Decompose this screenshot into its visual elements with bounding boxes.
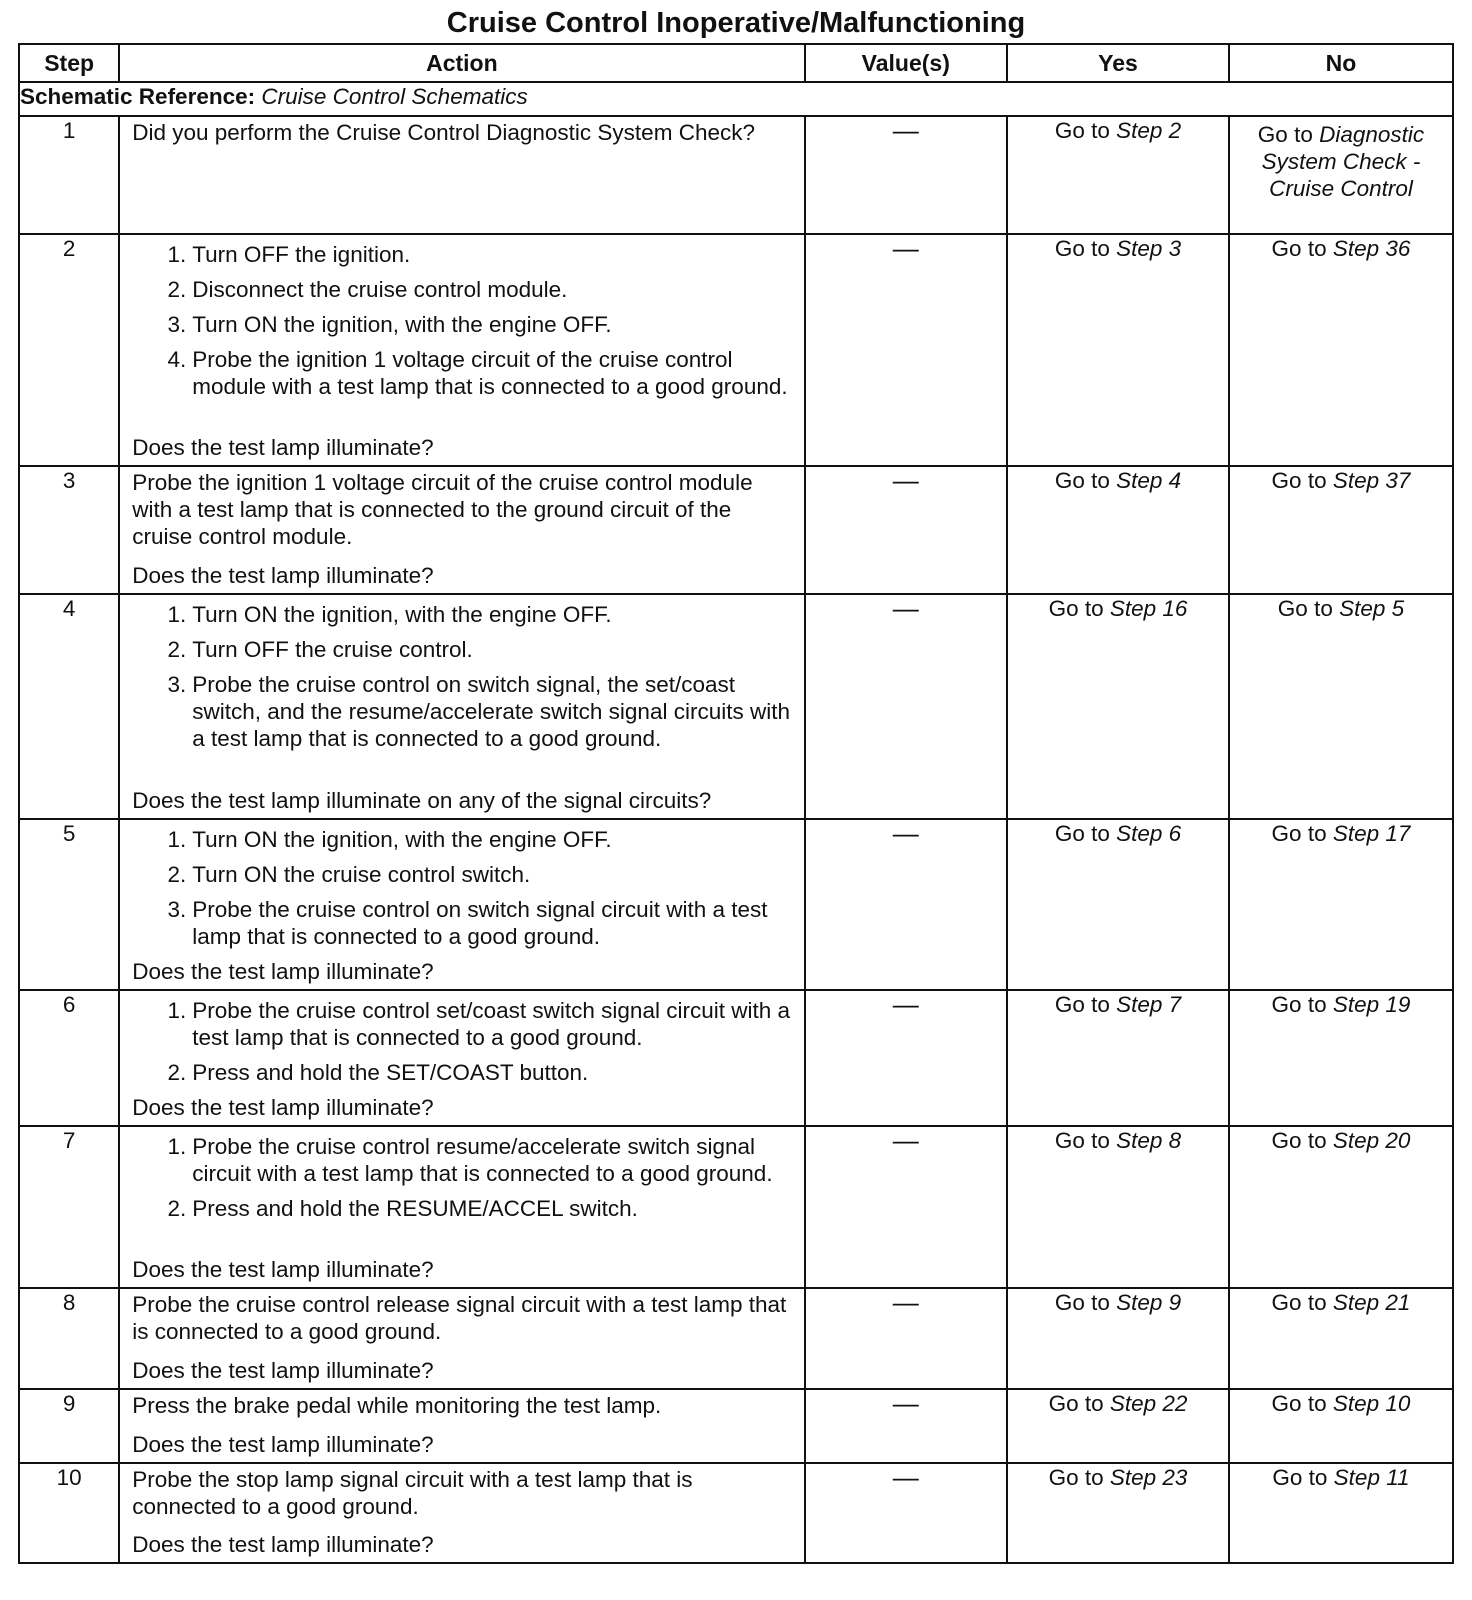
no-prefix: Go to bbox=[1277, 596, 1333, 621]
value-cell: — bbox=[805, 594, 1008, 819]
action-text: Did you perform the Cruise Control Diagnostic System Check? bbox=[132, 120, 755, 145]
table-row bbox=[19, 1389, 1453, 1463]
no-link[interactable]: Step 36 bbox=[1332, 236, 1411, 261]
schematic-reference-label: Schematic Reference: bbox=[20, 84, 256, 109]
action-list bbox=[120, 601, 803, 752]
yes-link[interactable]: Step 9 bbox=[1116, 1290, 1182, 1315]
yes-prefix: Go to bbox=[1054, 118, 1110, 143]
list-item-text: Turn OFF the ignition. bbox=[192, 242, 411, 267]
no-cell bbox=[1229, 594, 1453, 819]
yes-cell bbox=[1007, 819, 1229, 990]
no-prefix: Go to bbox=[1271, 1290, 1327, 1315]
no-link[interactable]: Step 17 bbox=[1332, 821, 1411, 846]
action-cell bbox=[119, 1288, 804, 1389]
no-cell bbox=[1229, 990, 1453, 1126]
step-number: 8 bbox=[19, 1288, 119, 1389]
no-prefix: Go to bbox=[1271, 992, 1327, 1017]
yes-link[interactable]: Step 2 bbox=[1116, 118, 1182, 143]
action-question: Does the test lamp illuminate? bbox=[132, 1257, 434, 1282]
action-cell bbox=[119, 1389, 804, 1463]
action-text: Probe the ignition 1 voltage circuit of the cruise control module with a test lamp that is connected to the ground circuit of the cruise control module. bbox=[132, 470, 753, 549]
no-cell bbox=[1229, 1126, 1453, 1288]
header-row bbox=[19, 44, 1453, 82]
yes-link[interactable]: Step 16 bbox=[1109, 596, 1188, 621]
value-cell: — bbox=[805, 1389, 1008, 1463]
list-item: 1. Turn ON the ignition, with the engine OFF. bbox=[120, 601, 795, 628]
schematic-reference bbox=[19, 82, 1453, 116]
no-link[interactable]: Step 21 bbox=[1332, 1290, 1411, 1315]
action-cell bbox=[119, 234, 804, 466]
header-yes: Yes bbox=[1007, 44, 1229, 82]
action-cell bbox=[119, 1126, 804, 1288]
list-item-text: Turn ON the ignition, with the engine OFF. bbox=[192, 827, 612, 852]
yes-cell bbox=[1007, 594, 1229, 819]
yes-cell bbox=[1007, 1463, 1229, 1563]
yes-link[interactable]: Step 4 bbox=[1116, 468, 1182, 493]
yes-link[interactable]: Step 23 bbox=[1109, 1465, 1188, 1490]
no-cell bbox=[1229, 466, 1453, 594]
table-row bbox=[19, 819, 1453, 990]
list-item-text: Turn ON the cruise control switch. bbox=[192, 862, 531, 887]
action-text: Press the brake pedal while monitoring the test lamp. bbox=[132, 1393, 662, 1418]
table-row bbox=[19, 116, 1453, 234]
list-item: 3. Turn ON the ignition, with the engine OFF. bbox=[120, 311, 795, 338]
yes-link[interactable]: Step 3 bbox=[1116, 236, 1182, 261]
yes-cell bbox=[1007, 1126, 1229, 1288]
schematic-reference-row bbox=[19, 82, 1453, 116]
no-link[interactable]: Diagnostic System Check - Cruise Control bbox=[1261, 122, 1425, 201]
action-list bbox=[120, 1133, 803, 1222]
step-number: 7 bbox=[19, 1126, 119, 1288]
action-list bbox=[120, 826, 803, 950]
value-cell: — bbox=[805, 819, 1008, 990]
list-item-text: Press and hold the SET/COAST button. bbox=[192, 1060, 589, 1085]
no-cell bbox=[1229, 819, 1453, 990]
step-number: 10 bbox=[19, 1463, 119, 1563]
action-question: Does the test lamp illuminate? bbox=[132, 1095, 434, 1120]
value-cell: — bbox=[805, 1463, 1008, 1563]
no-cell bbox=[1229, 1463, 1453, 1563]
yes-prefix: Go to bbox=[1054, 1128, 1110, 1153]
no-prefix: Go to bbox=[1272, 1465, 1328, 1490]
no-cell bbox=[1229, 1389, 1453, 1463]
no-prefix: Go to bbox=[1271, 236, 1327, 261]
yes-prefix: Go to bbox=[1048, 1465, 1104, 1490]
value-cell: — bbox=[805, 1126, 1008, 1288]
list-item: 2. Press and hold the RESUME/ACCEL switch. bbox=[120, 1195, 795, 1222]
no-prefix: Go to bbox=[1271, 1391, 1327, 1416]
list-item: 3. Probe the cruise control on switch signal circuit with a test lamp that is connected to a good ground. bbox=[120, 896, 795, 950]
yes-link[interactable]: Step 22 bbox=[1109, 1391, 1188, 1416]
yes-cell bbox=[1007, 234, 1229, 466]
list-item-text: Disconnect the cruise control module. bbox=[192, 277, 568, 302]
yes-link[interactable]: Step 8 bbox=[1116, 1128, 1182, 1153]
action-question: Does the test lamp illuminate? bbox=[132, 959, 434, 984]
action-cell bbox=[119, 990, 804, 1126]
no-prefix: Go to bbox=[1271, 821, 1327, 846]
yes-cell bbox=[1007, 990, 1229, 1126]
list-item-text: Turn ON the ignition, with the engine OFF. bbox=[192, 312, 612, 337]
action-cell bbox=[119, 819, 804, 990]
no-link[interactable]: Step 20 bbox=[1332, 1128, 1411, 1153]
list-item-text: Probe the cruise control resume/accelerate switch signal circuit with a test lamp that is connected to a good ground. bbox=[192, 1134, 773, 1186]
table-row bbox=[19, 594, 1453, 819]
yes-prefix: Go to bbox=[1054, 1290, 1110, 1315]
table-row bbox=[19, 466, 1453, 594]
list-item: 1. Turn OFF the ignition. bbox=[120, 241, 795, 268]
action-cell bbox=[119, 1463, 804, 1563]
step-number: 9 bbox=[19, 1389, 119, 1463]
yes-cell bbox=[1007, 1389, 1229, 1463]
yes-prefix: Go to bbox=[1054, 236, 1110, 261]
no-cell bbox=[1229, 234, 1453, 466]
yes-cell bbox=[1007, 466, 1229, 594]
yes-link[interactable]: Step 6 bbox=[1116, 821, 1182, 846]
no-prefix: Go to bbox=[1257, 122, 1313, 147]
yes-prefix: Go to bbox=[1054, 992, 1110, 1017]
list-item: 2. Turn ON the cruise control switch. bbox=[120, 861, 795, 888]
no-prefix: Go to bbox=[1271, 468, 1327, 493]
action-question: Does the test lamp illuminate? bbox=[132, 1358, 434, 1383]
schematic-reference-link[interactable]: Cruise Control Schematics bbox=[261, 84, 528, 109]
yes-link[interactable]: Step 7 bbox=[1116, 992, 1182, 1017]
table-row bbox=[19, 990, 1453, 1126]
list-item: 1. Probe the cruise control resume/accelerate switch signal circuit with a test lamp that is connected to a good ground. bbox=[120, 1133, 795, 1187]
action-text: Probe the cruise control release signal circuit with a test lamp that is connected to a good ground. bbox=[132, 1292, 787, 1344]
action-question: Does the test lamp illuminate? bbox=[132, 1432, 434, 1457]
table-row bbox=[19, 1288, 1453, 1389]
yes-cell bbox=[1007, 1288, 1229, 1389]
header-values: Value(s) bbox=[805, 44, 1008, 82]
list-item: 2. Press and hold the SET/COAST button. bbox=[120, 1059, 795, 1086]
list-item-text: Press and hold the RESUME/ACCEL switch. bbox=[192, 1196, 638, 1221]
step-number: 4 bbox=[19, 594, 119, 819]
list-item: 4. Probe the ignition 1 voltage circuit of the cruise control module with a test lamp that is connected to a good ground. bbox=[120, 346, 795, 400]
action-question: Does the test lamp illuminate? bbox=[132, 563, 434, 588]
list-item: 2. Turn OFF the cruise control. bbox=[120, 636, 795, 663]
no-cell bbox=[1229, 1288, 1453, 1389]
value-cell: — bbox=[805, 1288, 1008, 1389]
no-prefix: Go to bbox=[1271, 1128, 1327, 1153]
no-link[interactable]: Step 37 bbox=[1332, 468, 1411, 493]
step-number: 5 bbox=[19, 819, 119, 990]
step-number: 6 bbox=[19, 990, 119, 1126]
yes-prefix: Go to bbox=[1048, 1391, 1104, 1416]
value-cell: — bbox=[805, 234, 1008, 466]
no-link[interactable]: Step 11 bbox=[1333, 1465, 1410, 1490]
action-question: Does the test lamp illuminate on any of the signal circuits? bbox=[132, 788, 712, 813]
table-row bbox=[19, 1126, 1453, 1288]
list-item: 1. Turn ON the ignition, with the engine OFF. bbox=[120, 826, 795, 853]
step-number: 1 bbox=[19, 116, 119, 234]
list-item-text: Turn ON the ignition, with the engine OFF. bbox=[192, 602, 612, 627]
yes-cell bbox=[1007, 116, 1229, 234]
action-cell bbox=[119, 116, 804, 234]
no-link[interactable]: Step 19 bbox=[1332, 992, 1411, 1017]
action-list bbox=[120, 241, 803, 400]
yes-prefix: Go to bbox=[1054, 468, 1110, 493]
header-no: No bbox=[1229, 44, 1453, 82]
action-text: Probe the stop lamp signal circuit with a test lamp that is connected to a good ground. bbox=[132, 1467, 693, 1519]
list-item-text: Turn OFF the cruise control. bbox=[192, 637, 473, 662]
header-step: Step bbox=[19, 44, 119, 82]
no-link[interactable]: Step 5 bbox=[1339, 596, 1405, 621]
table-row bbox=[19, 234, 1453, 466]
value-cell: — bbox=[805, 990, 1008, 1126]
yes-prefix: Go to bbox=[1048, 596, 1104, 621]
list-item: 2. Disconnect the cruise control module. bbox=[120, 276, 795, 303]
header-action: Action bbox=[119, 44, 804, 82]
list-item-text: Probe the cruise control on switch signal, the set/coast switch, and the resume/accelerate switch signal circuits with a test lamp that is connected to a good ground. bbox=[192, 672, 790, 751]
value-cell: — bbox=[805, 116, 1008, 234]
action-cell bbox=[119, 594, 804, 819]
step-number: 2 bbox=[19, 234, 119, 466]
yes-prefix: Go to bbox=[1054, 821, 1110, 846]
no-cell bbox=[1229, 116, 1453, 234]
action-list bbox=[120, 997, 803, 1086]
step-number: 3 bbox=[19, 466, 119, 594]
action-question: Does the test lamp illuminate? bbox=[132, 1532, 434, 1557]
no-link[interactable]: Step 10 bbox=[1332, 1391, 1411, 1416]
action-question: Does the test lamp illuminate? bbox=[132, 435, 434, 460]
action-cell bbox=[119, 466, 804, 594]
list-item-text: Probe the ignition 1 voltage circuit of the cruise control module with a test lamp that is connected to a good ground. bbox=[192, 347, 788, 399]
list-item-text: Probe the cruise control set/coast switch signal circuit with a test lamp that is connected to a good ground. bbox=[192, 998, 790, 1050]
list-item-text: Probe the cruise control on switch signal circuit with a test lamp that is connected to a good ground. bbox=[192, 897, 768, 949]
list-item: 3. Probe the cruise control on switch signal, the set/coast switch, and the resume/accelerate switch signal circuits with a test lamp that is connected to a good ground. bbox=[120, 671, 795, 752]
table-row bbox=[19, 1463, 1453, 1563]
diagnostic-table bbox=[18, 43, 1454, 1564]
page-title: Cruise Control Inoperative/Malfunctioning bbox=[446, 7, 1026, 39]
value-cell: — bbox=[805, 466, 1008, 594]
list-item: 1. Probe the cruise control set/coast switch signal circuit with a test lamp that is connected to a good ground. bbox=[120, 997, 795, 1051]
